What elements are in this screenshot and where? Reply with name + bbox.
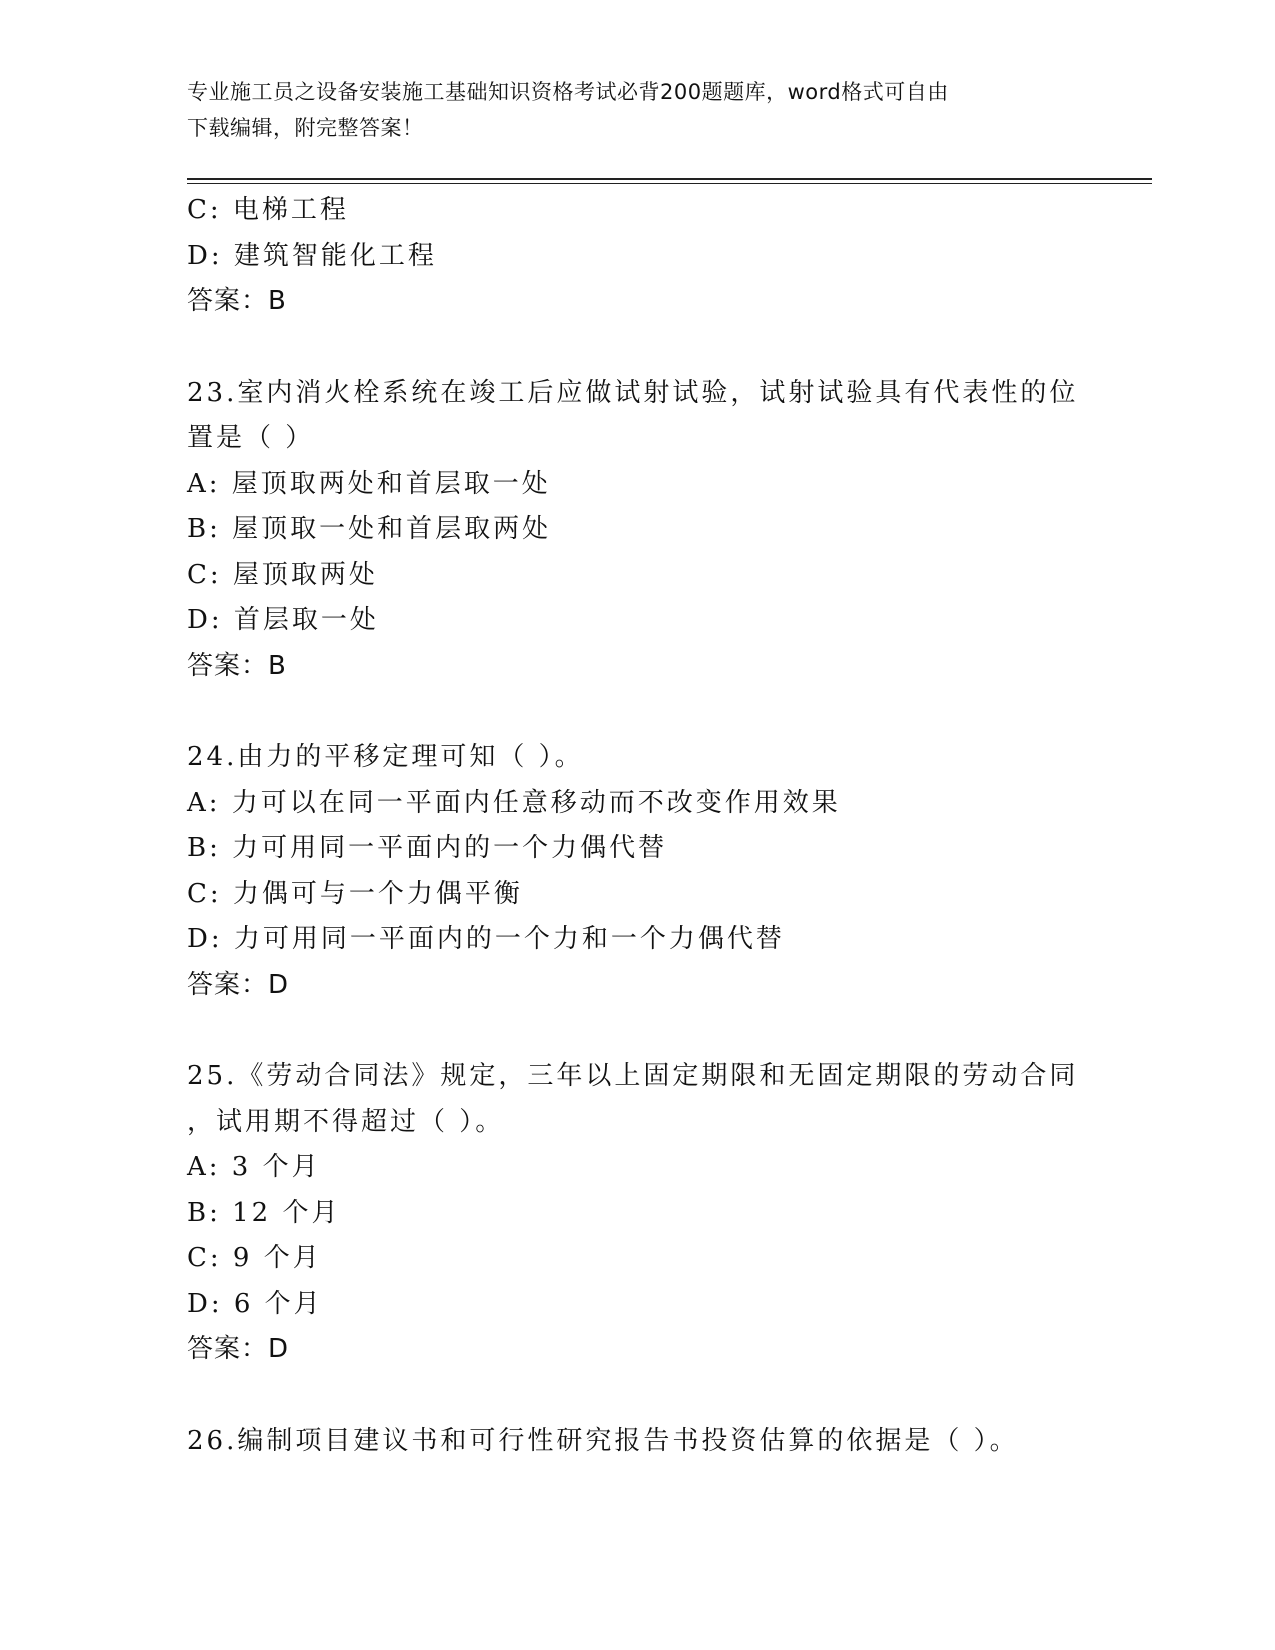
option-b: B: 屋顶取一处和首层取两处	[187, 514, 552, 544]
option-a: A: 力可以在同一平面内任意移动而不改变作用效果	[187, 787, 841, 818]
question-26	[187, 1419, 1087, 1465]
option-a: A: 3 个月	[187, 1152, 321, 1182]
header-divider-thin	[187, 183, 1152, 184]
question-23	[187, 371, 1087, 690]
question-text: 26.编制项目建议书和可行性研究报告书投资估算的依据是（ ）。	[187, 1425, 1019, 1456]
answer-line: 答案：D	[187, 1334, 290, 1364]
option-c: C: 力偶可与一个力偶平衡	[187, 878, 523, 909]
question-text: 25.《劳动合同法》规定，三年以上固定期限和无固定期限的劳动合同	[187, 1061, 1079, 1091]
option-d: D: 建筑智能化工程	[187, 240, 437, 271]
spacer	[187, 1008, 1087, 1054]
option-d: D: 首层取一处	[187, 605, 379, 635]
question-25	[187, 1054, 1087, 1373]
option-b: B: 力可用同一平面内的一个力偶代替	[187, 833, 668, 863]
option-a: A: 屋顶取两处和首层取一处	[187, 468, 551, 499]
header-line-2: 下载编辑，附完整答案！	[187, 116, 424, 140]
answer-line: 答案：B	[187, 286, 287, 316]
option-d: D: 力可用同一平面内的一个力和一个力偶代替	[187, 924, 785, 954]
question-text-continued: 置是（ ）	[187, 423, 315, 453]
question-24	[187, 735, 1087, 1008]
spacer	[187, 325, 1087, 371]
question-22-continued	[187, 188, 1087, 325]
spacer	[187, 1373, 1087, 1419]
question-text: 23.室内消火栓系统在竣工后应做试射试验，试射试验具有代表性的位	[187, 377, 1079, 408]
question-text-continued: ，试用期不得超过（ ）。	[187, 1106, 505, 1137]
header-line-1: 专业施工员之设备安装施工基础知识资格考试必背200题题库，word格式可自由	[187, 80, 949, 104]
option-b: B: 12 个月	[187, 1197, 341, 1228]
page-header	[187, 74, 1067, 146]
option-c: C: 9 个月	[187, 1243, 322, 1273]
answer-line: 答案：D	[187, 969, 290, 1000]
option-c: C: 电梯工程	[187, 195, 349, 225]
option-c: C: 屋顶取两处	[187, 559, 378, 590]
option-d: D: 6 个月	[187, 1288, 323, 1319]
question-text: 24.由力的平移定理可知（ ）。	[187, 742, 584, 772]
answer-line: 答案：B	[187, 650, 287, 681]
header-divider-thick	[187, 178, 1152, 180]
spacer	[187, 689, 1087, 735]
question-content	[187, 188, 1087, 1464]
